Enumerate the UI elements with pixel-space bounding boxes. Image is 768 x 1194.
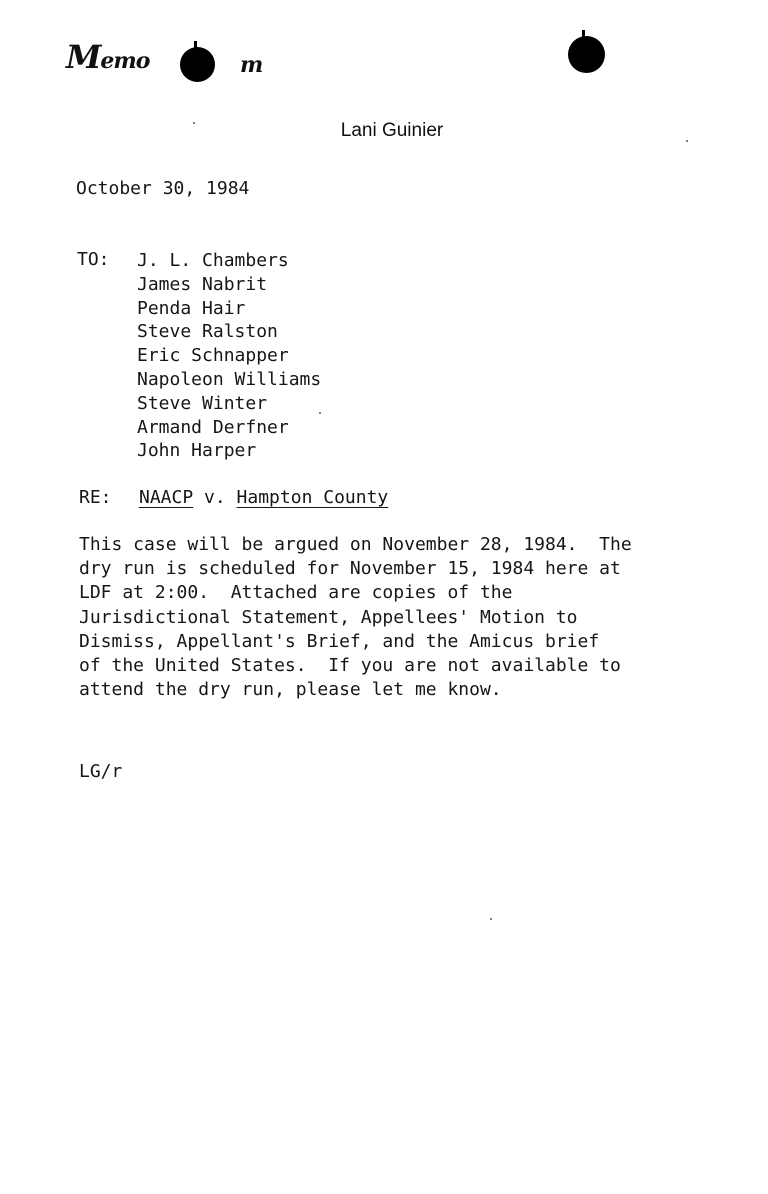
paper-speck bbox=[193, 122, 195, 124]
re-label: RE: bbox=[79, 487, 112, 508]
to-label: TO: bbox=[77, 249, 110, 270]
re-party-defendant: Hampton County bbox=[236, 487, 389, 508]
body-line: dry run is scheduled for November 15, 1984 here at bbox=[79, 558, 621, 580]
paper-speck bbox=[686, 140, 688, 142]
punch-hole-right bbox=[568, 36, 605, 73]
recipient: Napoleon Williams bbox=[137, 368, 322, 390]
recipient: Steve Ralston bbox=[137, 321, 278, 343]
body-line: This case will be argued on November 28, 1984. The bbox=[79, 534, 632, 555]
recipient: Penda Hair bbox=[137, 297, 246, 319]
body-line: Dismiss, Appellant's Brief, and the Amicus brief bbox=[79, 630, 600, 652]
recipient: J. L. Chambers bbox=[137, 250, 289, 271]
recipient-list bbox=[137, 249, 321, 463]
recipient: Steve Winter bbox=[137, 392, 268, 414]
punch-hole-left bbox=[180, 47, 215, 82]
paper-speck bbox=[490, 918, 492, 920]
body-line: of the United States. If you are not available to bbox=[79, 654, 621, 676]
re-versus: v. bbox=[193, 487, 237, 508]
re-party-plaintiff: NAACP bbox=[139, 487, 194, 508]
memo-script-tail: m bbox=[240, 52, 264, 78]
sender-initials: LG/r bbox=[79, 761, 123, 782]
memo-body bbox=[79, 533, 632, 702]
recipient: Eric Schnapper bbox=[137, 345, 289, 367]
recipient: John Harper bbox=[137, 440, 257, 462]
paper-speck bbox=[319, 412, 321, 414]
from-name: Lani Guinier bbox=[340, 120, 444, 141]
memo-script-logo: Memo bbox=[66, 38, 150, 76]
body-line: Jurisdictional Statement, Appellees' Motion to bbox=[79, 606, 578, 628]
memo-letterhead bbox=[66, 38, 266, 88]
recipient: Armand Derfner bbox=[137, 416, 289, 438]
body-line: LDF at 2:00. Attached are copies of the bbox=[79, 582, 513, 604]
memo-date: October 30, 1984 bbox=[76, 178, 250, 199]
recipient: James Nabrit bbox=[137, 273, 268, 295]
re-subject bbox=[139, 487, 388, 508]
body-line: attend the dry run, please let me know. bbox=[79, 679, 502, 701]
